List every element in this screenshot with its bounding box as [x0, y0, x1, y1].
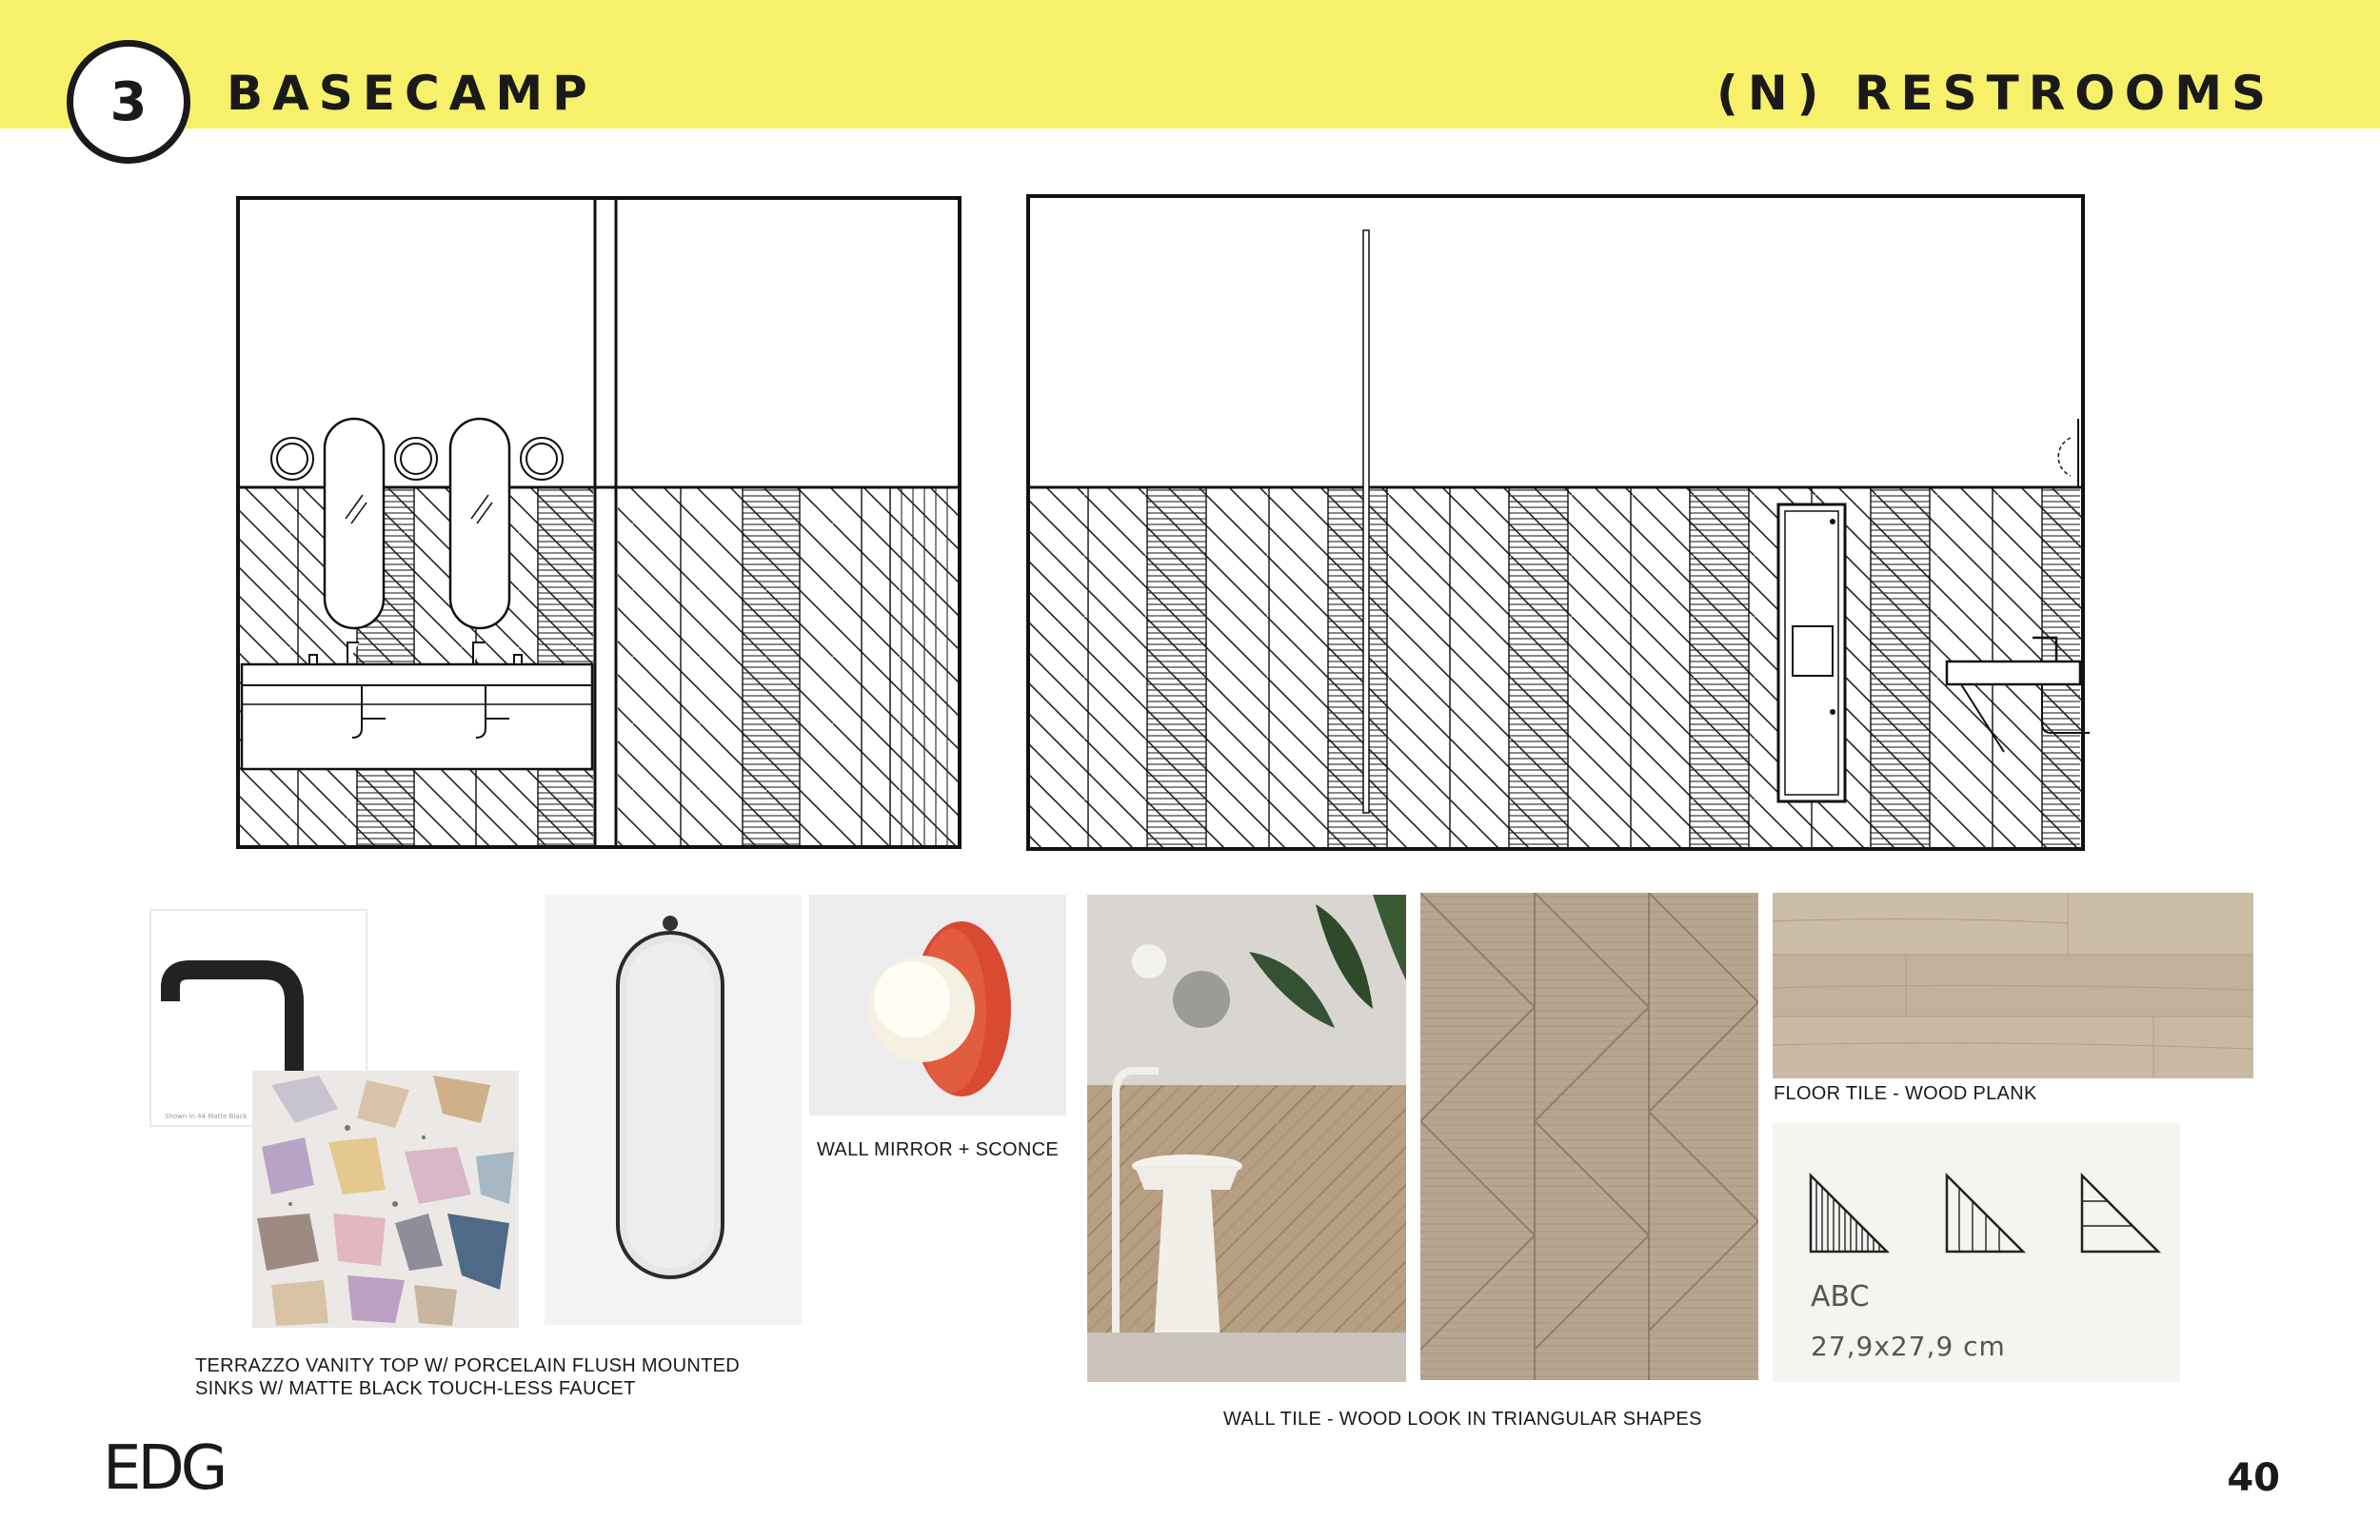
tile-shapes-spec-card: [1773, 1123, 2180, 1382]
wood-plank-tile: [1773, 893, 2253, 1078]
oval-mirror-photo: [545, 895, 802, 1325]
pedestal-sink-photo: [1087, 895, 1406, 1382]
terrazzo-sample-photo: [252, 1071, 519, 1328]
pedestal-sink-scene: [1087, 895, 1406, 1382]
caption-mirror-sconce: WALL MIRROR + SCONCE: [817, 1139, 1059, 1160]
oval-mirror: [545, 895, 802, 1325]
elevation-drawing-left: [233, 190, 966, 852]
page-number: 40: [2227, 1456, 2280, 1500]
floor-tile-plank-photo: [1773, 893, 2253, 1078]
section-title: (N) RESTROOMS: [1716, 66, 2275, 121]
edg-logo: EDG: [103, 1433, 225, 1504]
wall-tile-chevron-photo: [1420, 893, 1758, 1380]
tile-name: ABC: [1811, 1280, 1870, 1313]
section-number: 3: [109, 70, 148, 133]
caption-wall-tile: WALL TILE - WOOD LOOK IN TRIANGULAR SHAPES: [1223, 1409, 1702, 1430]
project-title: BASECAMP: [227, 66, 597, 121]
caption-vanity-line-1: TERRAZZO VANITY TOP W/ PORCELAIN FLUSH MOUNTED: [195, 1355, 741, 1376]
caption-vanity-line-2: SINKS W/ MATTE BLACK TOUCH-LESS FAUCET: [195, 1378, 636, 1399]
sconce-photo: [809, 895, 1066, 1116]
terrazzo-pattern: [252, 1071, 519, 1328]
section-number-badge: [67, 40, 190, 164]
wood-chevron-tile: [1420, 893, 1758, 1380]
elevation-drawing-right: [1023, 190, 2104, 852]
sconce-lamp: [809, 895, 1066, 1116]
caption-floor-tile: FLOOR TILE - WOOD PLANK: [1774, 1083, 2037, 1104]
faucet-finish-note: Shown in 44 Matte Black: [165, 1113, 248, 1120]
tile-size: 27,9x27,9 cm: [1811, 1331, 2006, 1362]
